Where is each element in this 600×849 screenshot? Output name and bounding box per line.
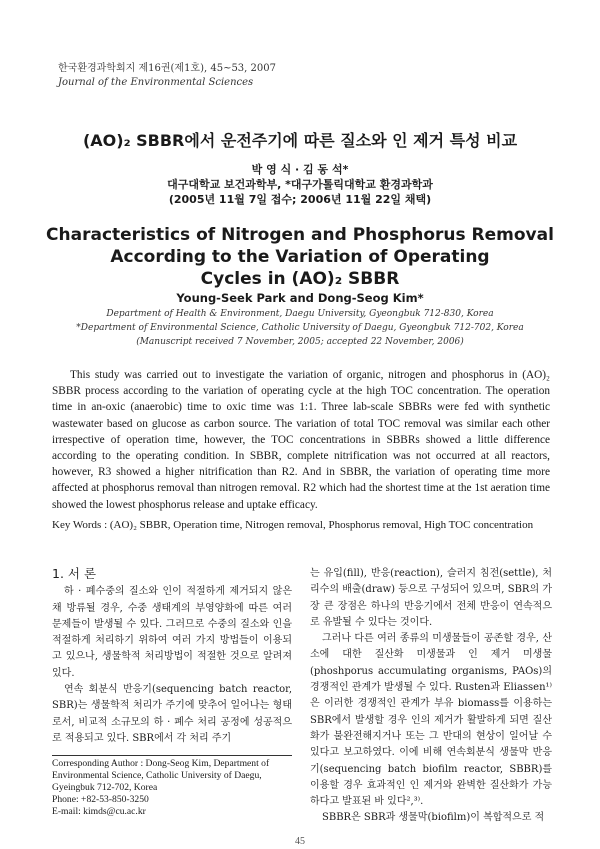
title-en-line3: Cycles in (AO)₂ SBBR (200, 269, 400, 289)
paragraph: 는 유입(fill), 반응(reaction), 슬러지 침전(settle), 처리수의 배출(draw) 등으로 구성되어 있으며, SBR의 가장 큰 장점은 하나의 반응기에서 전체 반응이 연속적으로 유발될 수 있다는 것이다. (310, 568, 552, 628)
paragraph: 연속 회분식 반응기(sequencing batch reactor, SBR)는 생물학적 처리가 주기에 맞추어 일어나는 형태로서, 비교적 소규모의 하 · 폐수 처리 공정에 성공적으로 적용되고 있다. SBR에서 각 처리 주기 (52, 684, 292, 744)
keywords: Key Words : (AO)₂ SBBR, Operation time, Nitrogen removal, Phosphorus removal, High TOC concentration (52, 519, 534, 531)
title-english (0, 224, 600, 290)
title-en-line2: According to the Variation of Operating (110, 247, 490, 267)
affiliation-2: *Department of Environmental Science, Catholic University of Daegu, Gyeongbuk 712-702, Korea (76, 323, 524, 333)
footnote-email: E-mail: kimds@cu.ac.kr (52, 806, 146, 817)
authors-english: Young-Seek Park and Dong-Seog Kim* (176, 291, 424, 305)
affiliation-ko: 대구대학교 보건과학부, *대구가톨릭대학교 환경과학과 (167, 178, 433, 191)
footnote-divider (52, 755, 292, 756)
page-number: 45 (295, 836, 305, 847)
column-left (52, 566, 292, 747)
footnote-phone: Phone: +82-53-850-3250 (52, 794, 149, 805)
journal-header (58, 62, 276, 90)
paragraph: SBBR은 SBR과 생물막(biofilm)이 복합적으로 적 (322, 812, 545, 824)
paragraph: 그러나 다른 여러 종류의 미생물들이 공존할 경우, 산소에 대한 질산화 미생물과 인 제거 미생물(phoshporus accumulating organisms, PAOs)의 경쟁적인 관계가 발생될 수 있다. Rusten과 Eliassen¹⁾은 이러한 경쟁적인 관계가 부유 biomass를 이용하는 SBR에서 발생할 경우 인의 제거가 활발하게 되면 질산화가 불완전해지거나 또는 그 반대의 현상이 일어날 수 있다고 보고하였다. 이에 비해 연속회분식 생물막 반응기(sequencing batch biofilm reactor, SBBR)를 이용할 경우 효과적인 인 제거와 완벽한 질산화가 가능하다고 발표된 바 있다²,³⁾. (310, 633, 552, 808)
journal-line-ko: 한국환경과학회지 제16권(제1호), 45~53, 2007 (58, 63, 276, 74)
title-korean: (AO)₂ SBBR에서 운전주기에 따른 질소와 인 제거 특성 비교 (82, 131, 518, 150)
section-heading: 1. 서 론 (52, 566, 97, 581)
footnote (52, 758, 292, 818)
dates-ko: (2005년 11월 7일 접수; 2006년 11월 22일 채택) (168, 193, 432, 206)
author-names-ko: 박 영 식 · 김 동 석* (251, 163, 349, 176)
affiliations-english (0, 307, 600, 349)
affiliation-1: Department of Health & Environment, Daegu University, Gyeongbuk 712-830, Korea (106, 309, 494, 319)
journal-line-en: Journal of the Environmental Sciences (58, 77, 254, 88)
column-right (310, 566, 552, 827)
footnote-author: Corresponding Author : Dong-Seog Kim, Department of Environmental Science, Catholic University of Daegu, Gyeingbuk 712-702, Korea (52, 758, 270, 793)
authors-korean (0, 162, 600, 207)
manuscript-dates: (Manuscript received 7 November, 2005; accepted 22 November, 2006) (136, 337, 464, 347)
abstract: This study was carried out to investigate the variation of organic, nitrogen and phosphorus in (AO)₂ SBBR process according to the variation of operating cycle at the high TOC concentration. The operation time in an-oxic (anaerobic) time to oxic time was 1:1. Three lab-scale SBBRs were fed with synthetic wastewater based on glucose as carbon source. The variation of total TOC removal was similar each other irrespective of operation time, however, the TOC concentrations in SBBRs showed a little difference according to the operating condition. In SBBR, complete nitrification was not occurred at all reactors, however, R3 showed a higher nitrification than R2. And in SBBR, the variation of operating time more affected at phosphorus removal than nitrogen removal. R2 which had the shortest time at the 1st aeration time showed the lowest phosphorus release and uptake efficacy. (52, 369, 550, 511)
title-en-line1: Characteristics of Nitrogen and Phosphorus Removal (46, 225, 554, 245)
paragraph: 하 · 폐수중의 질소와 인이 적절하게 제거되지 않은 채 방류될 경우, 수중 생태계의 부영양화에 따른 여러 문제들이 발생될 수 있다. 그러므로 수중의 질소와 인을 적절하게 처리하기 위하여 여러 가지 방법들이 이용되고 있으나, 생물학적 처리방법이 적절한 것으로 알려져 있다. (52, 586, 292, 679)
